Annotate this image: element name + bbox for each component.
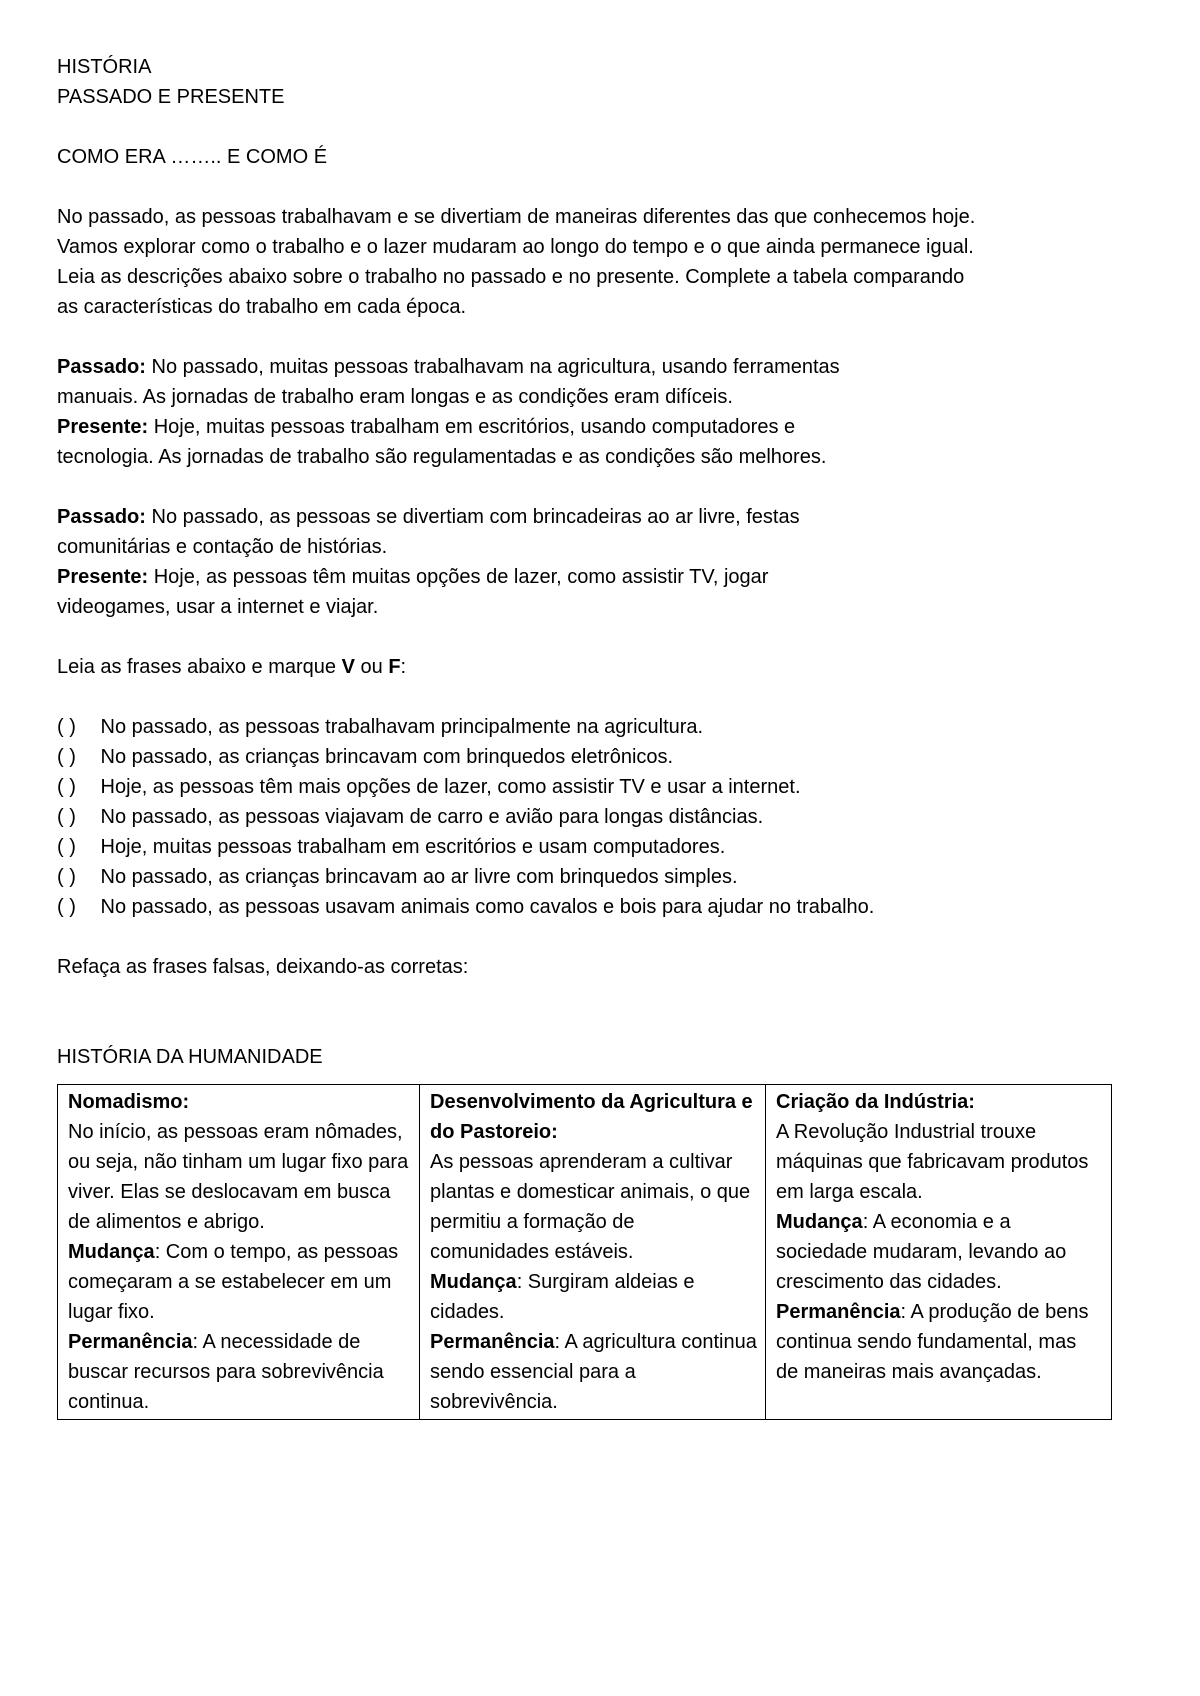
table-row: [58, 1085, 1112, 1420]
cell-title: Criação da Indústria:: [776, 1091, 975, 1113]
intro-line: Leia as descrições abaixo sobre o trabalho no passado e no presente. Complete a tabela comparando: [57, 266, 965, 288]
vf-item: ( ) No passado, as pessoas trabalhavam principalmente na agricultura.: [57, 712, 1120, 742]
cell-permanence: Permanência: A agricultura continua sendo essencial para a sobrevivência.: [430, 1331, 757, 1413]
work-present-line: Presente: Hoje, muitas pessoas trabalham em escritórios, usando computadores e: [57, 416, 796, 438]
leisure-past-line: Passado: No passado, as pessoas se divertiam com brincadeiras ao ar livre, festas: [57, 506, 800, 528]
section-title: HISTÓRIA DA HUMANIDADE: [57, 1046, 323, 1068]
vf-item: ( ) Hoje, as pessoas têm mais opções de lazer, como assistir TV e usar a internet.: [57, 772, 1120, 802]
intro-line: Vamos explorar como o trabalho e o lazer mudaram ao longo do tempo e o que ainda permanece igual.: [57, 236, 974, 258]
vf-item: ( ) Hoje, muitas pessoas trabalham em escritórios e usam computadores.: [57, 832, 1120, 862]
answer-blank[interactable]: ( ): [57, 866, 76, 888]
rewrite-instruction: Refaça as frases falsas, deixando-as corretas:: [57, 956, 469, 978]
past-label: Passado:: [57, 506, 146, 528]
answer-blank[interactable]: ( ): [57, 776, 76, 798]
cell-title: Desenvolvimento da Agricultura e do Pastoreio:: [430, 1091, 753, 1143]
intro-line: No passado, as pessoas trabalhavam e se divertiam de maneiras diferentes das que conhecemos hoje.: [57, 206, 976, 228]
answer-blank[interactable]: ( ): [57, 896, 76, 918]
table-cell-nomadismo: [58, 1085, 420, 1420]
topic-heading: PASSADO E PRESENTE: [57, 86, 285, 108]
cell-description: As pessoas aprenderam a cultivar plantas e domesticar animais, o que permitiu a formação de comunidades estáveis.: [430, 1151, 751, 1263]
vf-item: ( ) No passado, as crianças brincavam ao ar livre com brinquedos simples.: [57, 862, 1120, 892]
vf-item: ( ) No passado, as crianças brincavam com brinquedos eletrônicos.: [57, 742, 1120, 772]
table-cell-industria: [766, 1085, 1112, 1420]
table-cell-agricultura: [420, 1085, 766, 1420]
vf-item: ( ) No passado, as pessoas viajavam de carro e avião para longas distâncias.: [57, 802, 1120, 832]
answer-blank[interactable]: ( ): [57, 716, 76, 738]
page-title: COMO ERA …….. E COMO É: [57, 146, 328, 168]
leisure-present-line: Presente: Hoje, as pessoas têm muitas opções de lazer, como assistir TV, jogar: [57, 566, 769, 588]
cell-permanence: Permanência: A produção de bens continua sendo fundamental, mas de maneiras mais avançadas.: [776, 1301, 1089, 1383]
present-label: Presente:: [57, 566, 149, 588]
vf-instruction: Leia as frases abaixo e marque V ou F:: [57, 656, 407, 678]
cell-title: Nomadismo:: [68, 1091, 190, 1113]
cell-permanence: Permanência: A necessidade de buscar recursos para sobrevivência continua.: [68, 1331, 384, 1413]
cell-change: Mudança: A economia e a sociedade mudaram, levando ao crescimento das cidades.: [776, 1211, 1067, 1293]
cell-change: Mudança: Surgiram aldeias e cidades.: [430, 1271, 695, 1323]
work-past-line: Passado: No passado, muitas pessoas trabalhavam na agricultura, usando ferramentas: [57, 356, 840, 378]
work-present-line: tecnologia. As jornadas de trabalho são regulamentadas e as condições são melhores.: [57, 446, 827, 468]
answer-blank[interactable]: ( ): [57, 746, 76, 768]
intro-line: as características do trabalho em cada época.: [57, 296, 467, 318]
timeline-table: [57, 1084, 1112, 1420]
vf-list: [57, 712, 1120, 922]
cell-change: Mudança: Com o tempo, as pessoas começaram a se estabelecer em um lugar fixo.: [68, 1241, 399, 1323]
cell-description: A Revolução Industrial trouxe máquinas que fabricavam produtos em larga escala.: [776, 1121, 1089, 1203]
cell-description: No início, as pessoas eram nômades, ou seja, não tinham um lugar fixo para viver. Elas se deslocavam em busca de alimentos e abrigo.: [68, 1121, 409, 1233]
leisure-present-line: videogames, usar a internet e viajar.: [57, 596, 379, 618]
vf-item: ( ) No passado, as pessoas usavam animais como cavalos e bois para ajudar no trabalho.: [57, 892, 1120, 922]
subject-heading: HISTÓRIA: [57, 56, 152, 78]
work-past-line: manuais. As jornadas de trabalho eram longas e as condições eram difíceis.: [57, 386, 733, 408]
leisure-past-line: comunitárias e contação de histórias.: [57, 536, 388, 558]
past-label: Passado:: [57, 356, 146, 378]
answer-blank[interactable]: ( ): [57, 806, 76, 828]
answer-blank[interactable]: ( ): [57, 836, 76, 858]
present-label: Presente:: [57, 416, 149, 438]
